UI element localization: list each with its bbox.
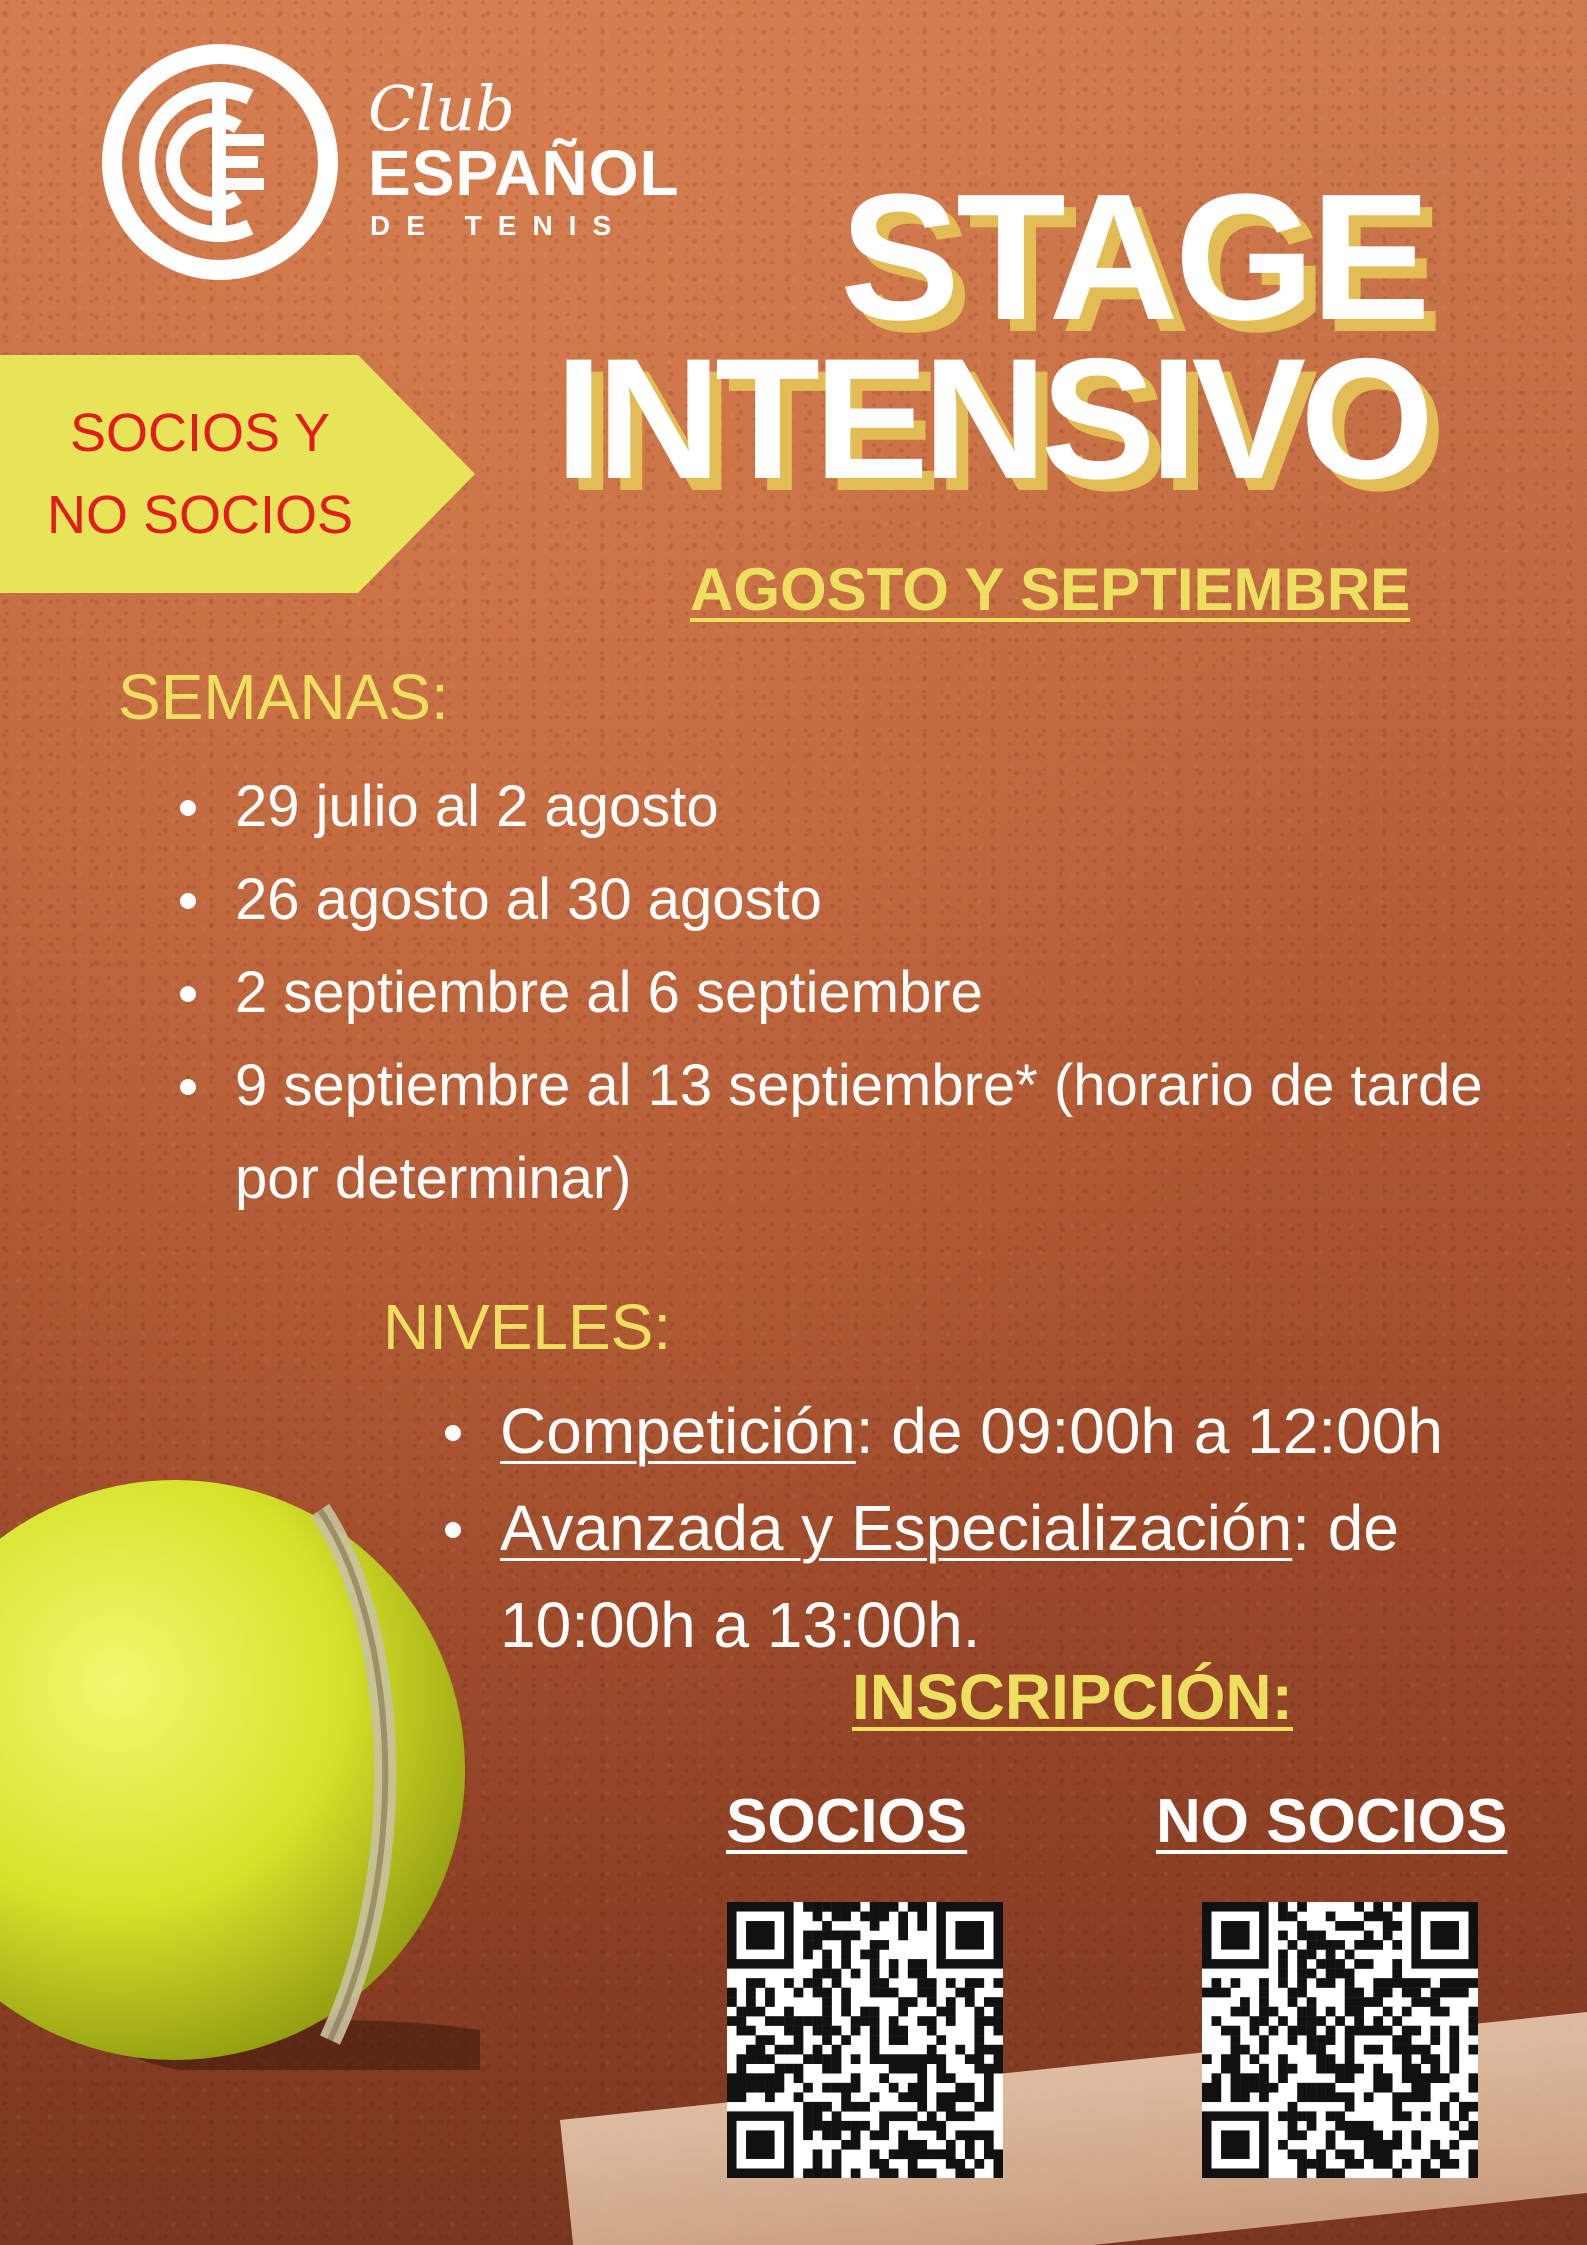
- qr-code-icon[interactable]: [1202, 1902, 1478, 2178]
- level-item: [445, 1383, 1555, 1480]
- weeks-label: SEMANAS:: [118, 661, 449, 733]
- no-socios-label: NO SOCIOS: [1156, 1787, 1508, 1856]
- week-item: 2 septiembre al 6 septiembre: [180, 946, 1520, 1039]
- registration-title: INSCRIPCIÓN:: [852, 1661, 1293, 1733]
- levels-list: [445, 1383, 1555, 1674]
- logo-script-text: Club: [368, 72, 515, 145]
- level-item: [445, 1480, 1555, 1674]
- title-line-2: INTENSIVO: [555, 323, 1429, 515]
- week-item: 9 septiembre al 13 septiembre* (horario de tarde por determinar): [180, 1039, 1520, 1225]
- logo-main-text: ESPAÑOL: [368, 137, 680, 209]
- level-detail: : de 10:00h a 13:00h.: [500, 1492, 1399, 1661]
- week-item: 26 agosto al 30 agosto: [180, 853, 1520, 946]
- audience-banner-text: [0, 392, 400, 556]
- club-logo: [100, 42, 680, 282]
- title-line-1: STAGE: [840, 157, 1427, 358]
- week-item: 29 julio al 2 agosto: [180, 760, 1520, 853]
- weeks-list: [180, 760, 1520, 1225]
- months-subtitle: AGOSTO Y SEPTIEMBRE: [690, 556, 1411, 623]
- qr-code-icon[interactable]: [727, 1902, 1003, 2178]
- levels-label: NIVELES:: [383, 1291, 672, 1363]
- banner-line-1: SOCIOS Y: [69, 403, 331, 463]
- club-emblem-icon: [100, 42, 340, 282]
- level-name: Avanzada y Especialización: [500, 1492, 1293, 1564]
- level-detail: : de 09:00h a 12:00h: [855, 1395, 1443, 1467]
- banner-line-2: NO SOCIOS: [46, 485, 354, 545]
- tennis-ball-icon: [0, 1450, 480, 2070]
- level-name: Competición: [500, 1395, 856, 1467]
- socios-label: SOCIOS: [726, 1787, 968, 1856]
- logo-sub-text: DE TENIS: [370, 210, 628, 241]
